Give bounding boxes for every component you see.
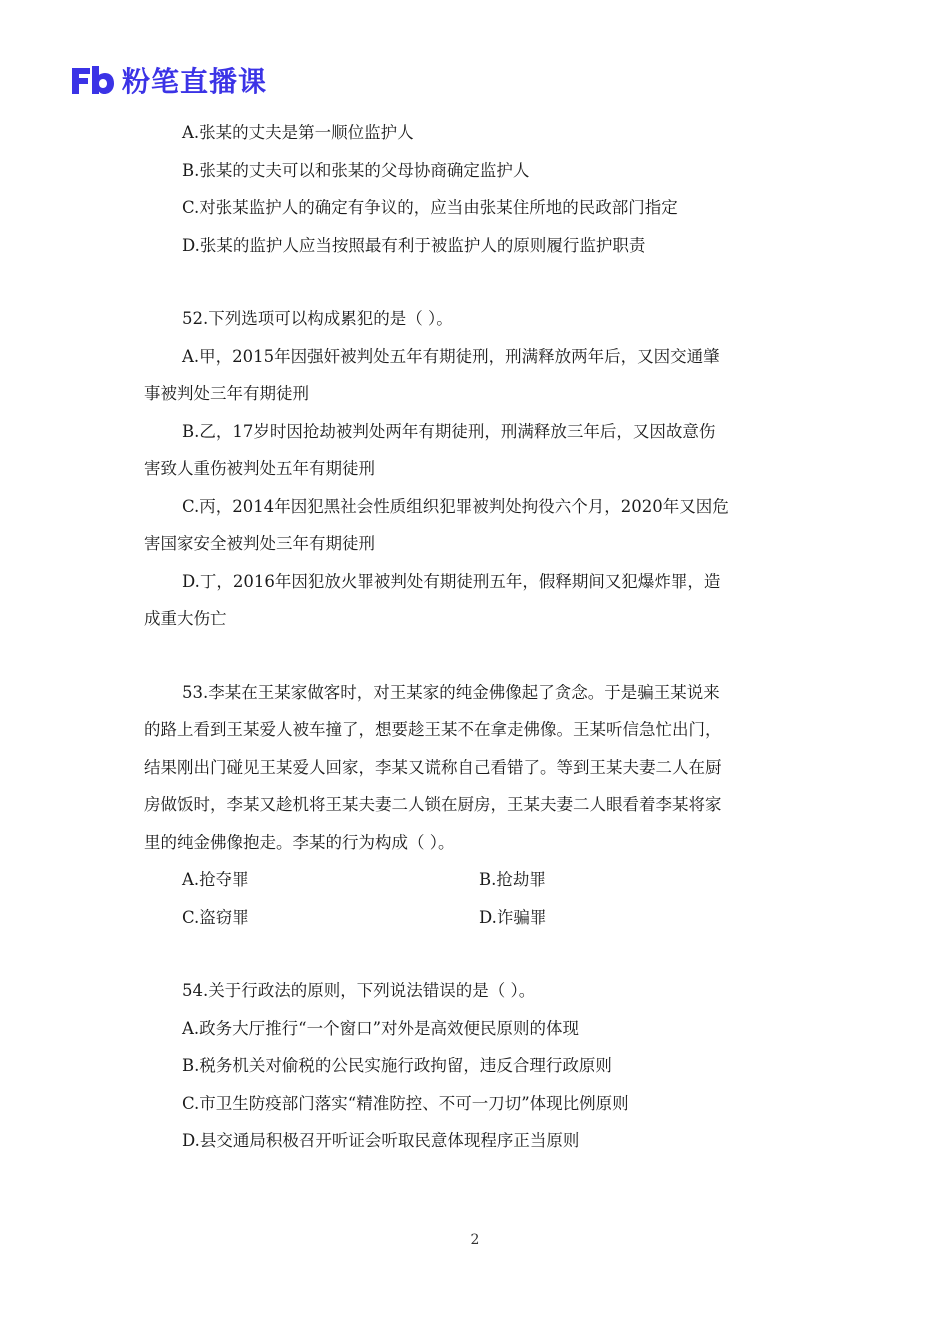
spacer <box>144 638 808 674</box>
q53-option-d: D.诈骗罪 <box>479 907 547 927</box>
q53-stem-cont: 的路上看到王某爱人被车撞了，想要趁王某不在拿走佛像。王某听信急忙出门， <box>144 720 722 739</box>
q53-options-row-2 <box>144 899 808 937</box>
q53-stem-cont: 里的纯金佛像抱走。李某的行为构成（ ）。 <box>144 832 455 852</box>
q52-option-a-cont: 事被判处三年有期徒刑 <box>144 384 309 403</box>
q54-stem: 54.关于行政法的原则，下列说法错误的是（ ）。 <box>182 981 536 1000</box>
page-number: 2 <box>470 1232 480 1248</box>
q52-option-d-cont: 成重大伤亡 <box>144 609 227 628</box>
q52-option-d: D.丁，2016年因犯放火罪被判处有期徒刑五年，假释期间又犯爆炸罪，造 <box>182 571 721 591</box>
q53-option-c: C.盗窃罪 <box>182 907 249 927</box>
q53-option-a: A.抢夺罪 <box>182 870 249 889</box>
question-content <box>144 114 808 1160</box>
q52-option-c: C.丙，2014年因犯黑社会性质组织犯罪被判处拘役六个月，2020年又因危 <box>182 496 729 516</box>
q54-option-c: C.市卫生防疫部门落实“精准防控、不可一刀切”体现比例原则 <box>182 1093 629 1113</box>
q53-stem-cont: 结果刚出门碰见王某爱人回家，李某又谎称自己看错了。等到王某夫妻二人在厨 <box>144 757 722 777</box>
q51-option-a: A.张某的丈夫是第一顺位监护人 <box>182 123 414 142</box>
q53-options-row-1 <box>144 861 808 899</box>
spacer <box>144 264 808 300</box>
q52-option-b-cont: 害致人重伤被判处五年有期徒刑 <box>144 459 375 478</box>
q53-stem-cont: 房做饭时，李某又趁机将王某夫妻二人锁在厨房，王某夫妻二人眼看着李某将家 <box>144 795 722 814</box>
q54-option-d: D.县交通局积极召开听证会听取民意体现程序正当原则 <box>182 1131 580 1150</box>
q54-option-a: A.政务大厅推行“一个窗口”对外是高效便民原则的体现 <box>182 1018 580 1038</box>
q52-option-c-cont: 害国家安全被判处三年有期徒刑 <box>144 534 375 553</box>
spacer <box>144 936 808 972</box>
fb-logo-icon <box>68 62 116 98</box>
logo-text: 粉笔直播课 <box>122 65 268 98</box>
q51-option-d: D.张某的监护人应当按照最有利于被监护人的原则履行监护职责 <box>182 235 646 255</box>
q53-option-b: B.抢劫罪 <box>479 870 546 889</box>
q51-option-c: C.对张某监护人的确定有争议的，应当由张某住所地的民政部门指定 <box>182 198 678 217</box>
q54-option-b: B.税务机关对偷税的公民实施行政拘留，违反合理行政原则 <box>182 1056 612 1075</box>
q52-option-b: B.乙，17岁时因抢劫被判处两年有期徒刑，刑满释放三年后，又因故意伤 <box>182 421 716 441</box>
q52-stem: 52.下列选项可以构成累犯的是（ ）。 <box>182 309 453 328</box>
q52-option-a: A.甲，2015年因强奸被判处五年有期徒刑，刑满释放两年后，又因交通肇 <box>182 346 720 366</box>
brand-logo <box>68 60 267 100</box>
q51-option-b: B.张某的丈夫可以和张某的父母协商确定监护人 <box>182 160 530 180</box>
q53-stem: 53.李某在王某家做客时，对王某家的纯金佛像起了贪念。于是骗王某说来 <box>182 682 720 702</box>
